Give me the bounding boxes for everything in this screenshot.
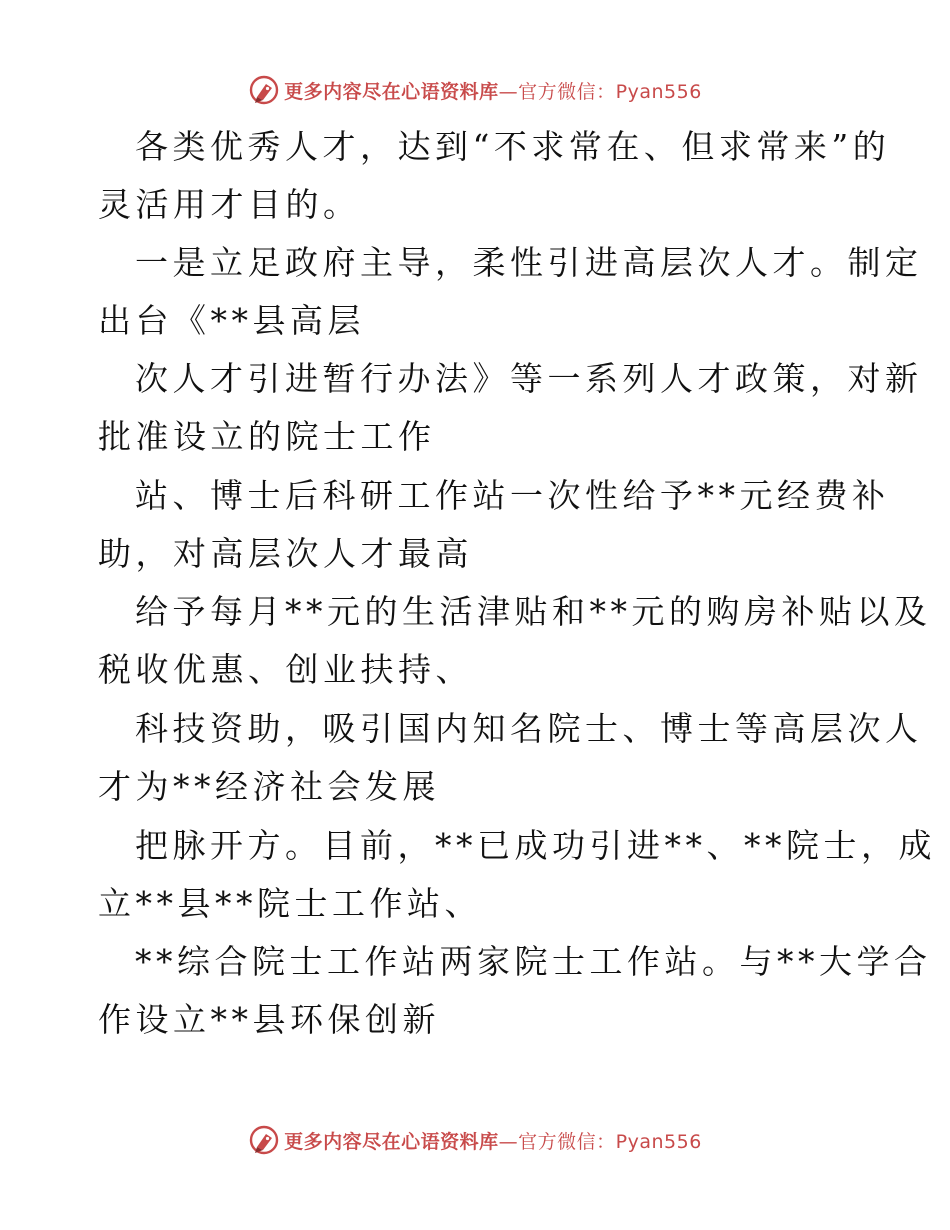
footer-banner — [0, 1120, 950, 1160]
body-line: 作设立**县环保创新 — [98, 1000, 440, 1039]
body-line: 助，对高层次人才最高 — [98, 534, 473, 573]
header-banner-wechat: 官方微信：Pyan556 — [518, 80, 702, 103]
body-line: 出台《**县高层 — [98, 301, 365, 340]
body-line: 一是立足政府主导，柔性引进高层次人才。制定 — [135, 243, 923, 282]
body-line: 次人才引进暂行办法》等一系列人才政策，对新 — [135, 359, 923, 398]
header-banner-dash: — — [498, 80, 519, 103]
body-line: 灵活用才目的。 — [98, 185, 361, 224]
body-line: 站、博士后科研工作站一次性给予**元经费补 — [135, 476, 890, 515]
header-banner-title: 更多内容尽在心语资料库 — [284, 80, 499, 103]
body-line: **综合院士工作站两家院士工作站。与**大学合 — [135, 942, 932, 981]
body-line: 给予每月**元的生活津贴和**元的购房补贴以及 — [135, 592, 932, 631]
body-line: 把脉开方。目前，**已成功引进**、**院士，成 — [135, 826, 936, 865]
pen-nib-circle-icon — [248, 1124, 280, 1156]
footer-banner-text — [284, 1127, 702, 1154]
body-line: 才为**经济社会发展 — [98, 767, 440, 806]
body-line: 科技资助，吸引国内知名院士、博士等高层次人 — [135, 709, 923, 748]
body-line: 批准设立的院士工作 — [98, 417, 436, 456]
body-line: 税收优惠、创业扶持、 — [98, 650, 473, 689]
footer-banner-dash: — — [498, 1130, 519, 1153]
footer-banner-wechat: 官方微信：Pyan556 — [518, 1130, 702, 1153]
body-line: 立**县**院士工作站、 — [98, 884, 482, 923]
footer-banner-title: 更多内容尽在心语资料库 — [284, 1130, 499, 1153]
body-line: 各类优秀人才，达到“不求常在、但求常来”的 — [135, 127, 891, 166]
